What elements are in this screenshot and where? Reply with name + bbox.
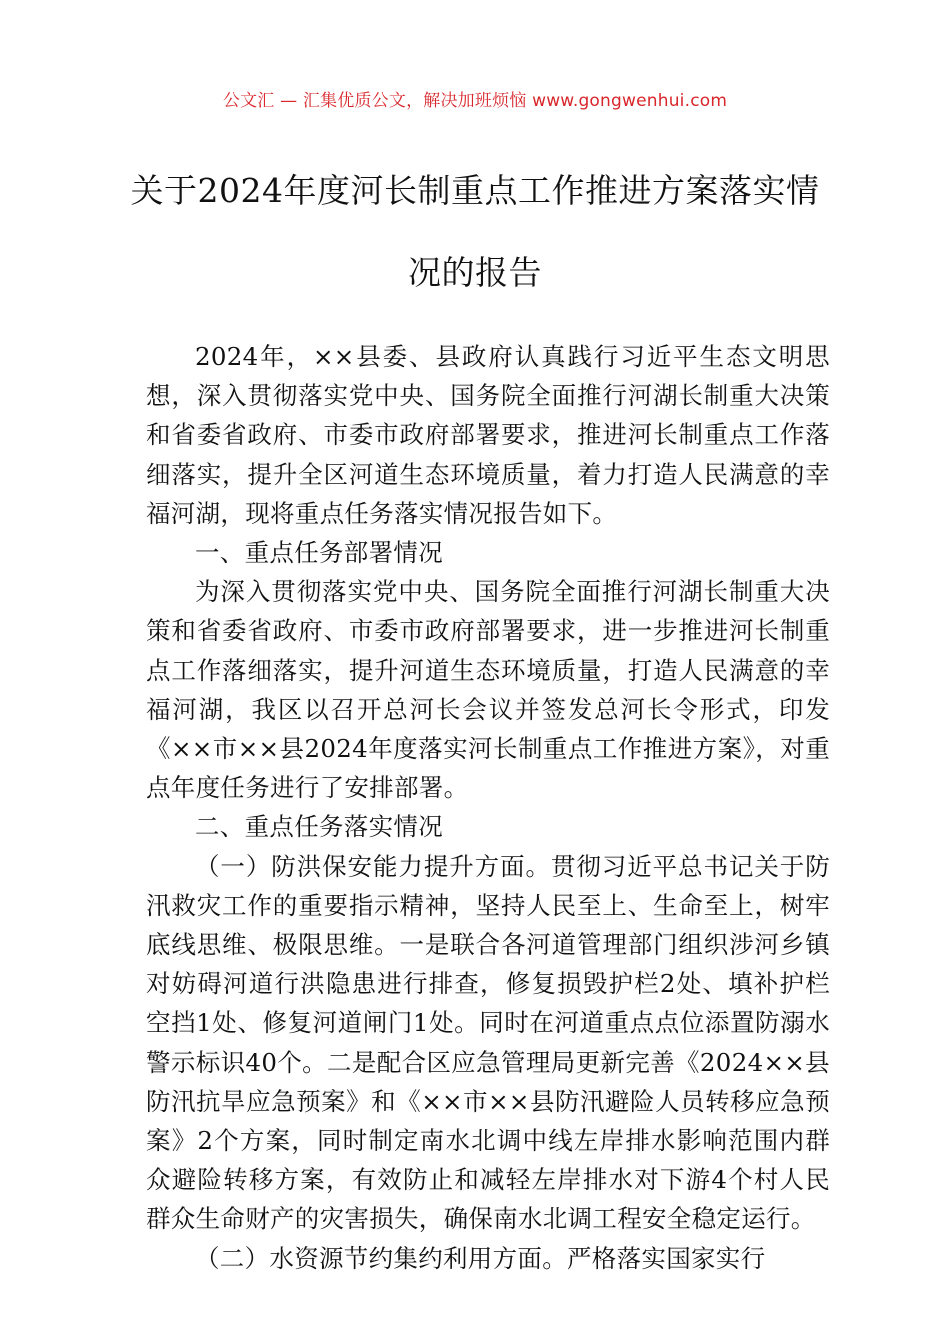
watermark-banner: 公文汇 — 汇集优质公文，解决加班烦恼 www.gongwenhui.com (222, 91, 728, 111)
subsection-2-paragraph: （二）水资源节约集约利用方面。严格落实国家实行 (195, 1243, 766, 1273)
section-heading-2: 二、重点任务落实情况 (195, 812, 443, 842)
intro-paragraph: 2024年，××县委、县政府认真践行习近平生态文明思想，深入贯彻落实党中央、国务院全面推行河湖长制重大决策和省委省政府、市委市政府部署要求，推进河长制重点工作落细落实，提升全区河道生态环境质量，着力打造人民满意的幸福河湖，现将重点任务落实情况报告如下。 (146, 342, 830, 528)
section-1-paragraph: 为深入贯彻落实党中央、国务院全面推行河湖长制重大决策和省委省政府、市委市政府部署要求，进一步推进河长制重点工作落细落实，提升河道生态环境质量，打造人民满意的幸福河湖，我区以召开总河长会议并签发总河长令形式，印发《××市××县2024年度落实河长制重点工作推进方案》，对重点年度任务进行了安排部署。 (146, 577, 830, 803)
section-heading-1: 一、重点任务部署情况 (195, 538, 443, 568)
document-body (146, 337, 830, 1278)
document-title: 关于2024年度河长制重点工作推进方案落实情况的报告 (130, 171, 820, 292)
subsection-1-paragraph: （一）防洪保安能力提升方面。贯彻习近平总书记关于防汛救灾工作的重要指示精神，坚持人民至上、生命至上，树牢底线思维、极限思维。一是联合各河道管理部门组织涉河乡镇对妨碍河道行洪隐患进行排查，修复损毁护栏2处、填补护栏空挡1处、修复河道闸门1处。同时在河道重点点位添置防溺水警示标识40个。二是配合区应急管理局更新完善《2024××县防汛抗旱应急预案》和《××市××县防汛避险人员转移应急预案》2个方案，同时制定南水北调中线左岸排水影响范围内群众避险转移方案，有效防止和减轻左岸排水对下游4个村人民群众生命财产的灾害损失，确保南水北调工程安全稳定运行。 (146, 851, 830, 1234)
